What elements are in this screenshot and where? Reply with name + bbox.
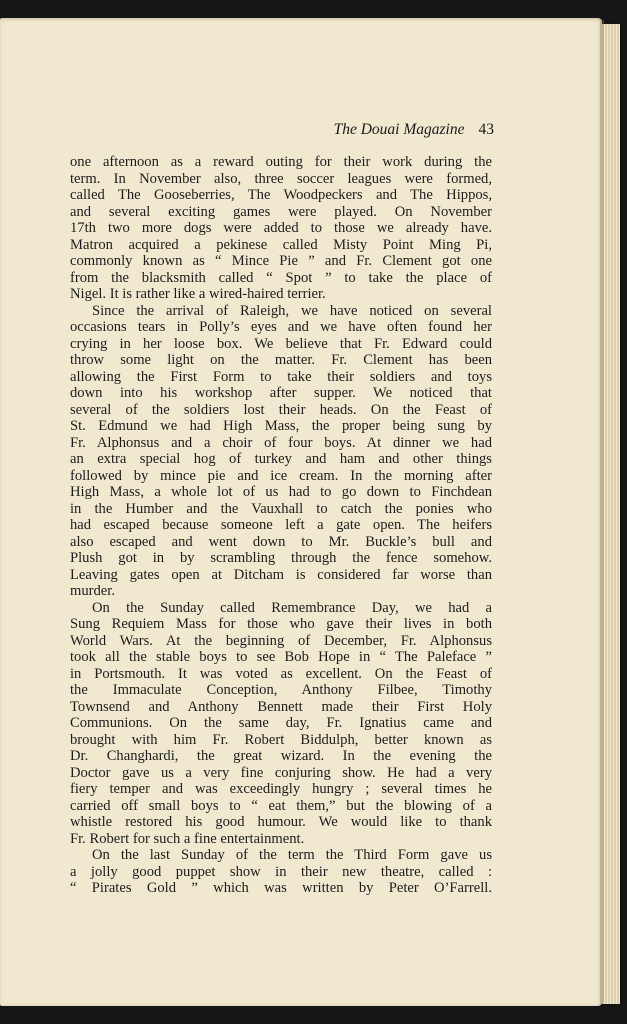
text-line: an extra special hog of turkey and ham and other things	[70, 451, 492, 467]
text-line: 17th two more dogs were added to those we already have.	[70, 220, 492, 236]
text-line: the Immaculate Conception, Anthony Filbee, Timothy	[70, 682, 492, 698]
text-line: Communions. On the same day, Fr. Ignatius came and	[70, 715, 492, 731]
page-number: 43	[478, 121, 494, 138]
text-line: Matron acquired a pekinese called Misty Point Ming Pi,	[70, 236, 492, 253]
text-line: On the last Sunday of the term the Third Form gave us	[92, 847, 492, 863]
text-line: Fr. Robert for such a fine entertainment.	[70, 830, 305, 847]
text-line: Doctor gave us a very fine conjuring show. He had a very	[70, 764, 492, 781]
text-line: term. In November also, three soccer leagues were formed,	[70, 170, 492, 187]
text-line: called The Gooseberries, The Woodpeckers and The Hippos,	[70, 187, 492, 203]
text-line: one afternoon as a reward outing for their work during the	[70, 154, 492, 170]
text-line: had escaped because someone left a gate open. The heifers	[70, 517, 492, 533]
text-line: murder.	[70, 583, 115, 599]
text-line: and several exciting games were played. On November	[70, 203, 492, 220]
text-line: Plush got in by scrambling through the fence somehow.	[70, 550, 492, 566]
text-line: occasions tears in Polly’s eyes and we have often found her	[70, 319, 492, 335]
text-line: in Portsmouth. It was voted as excellent. On the Feast of	[70, 665, 492, 682]
text-line: Sung Requiem Mass for those who gave their lives in both	[70, 616, 492, 632]
text-line: Since the arrival of Raleigh, we have noticed on several	[92, 302, 492, 319]
text-line: On the Sunday called Remembrance Day, we had a	[92, 599, 492, 616]
magazine-title: The Douai Magazine	[333, 121, 465, 138]
body-text	[70, 154, 492, 897]
text-line: throw some light on the matter. Fr. Clement has been	[70, 352, 492, 368]
text-line: also escaped and went down to Mr. Buckle’s bull and	[70, 533, 492, 550]
text-line: carried off small boys to “ eat them,” but the blowing of a	[70, 797, 492, 814]
text-line: brought with him Fr. Robert Biddulph, better known as	[70, 731, 492, 748]
text-line: commonly known as “ Mince Pie ” and Fr. Clement got one	[70, 253, 492, 269]
text-line: fiery temper and was exceedingly hungry ; several times he	[70, 781, 492, 797]
text-line: allowing the First Form to take their soldiers and toys	[70, 368, 492, 385]
text-line: crying in her loose box. We believe that Fr. Edward could	[70, 335, 492, 352]
text-line: took all the stable boys to see Bob Hope in “ The Paleface ”	[70, 649, 492, 665]
text-line: from the blacksmith called “ Spot ” to take the place of	[70, 269, 492, 286]
text-line: Leaving gates open at Ditcham is considered far worse than	[70, 566, 492, 583]
text-line: Dr. Changhardi, the great wizard. In the evening the	[70, 748, 492, 764]
text-line: High Mass, a whole lot of us had to go down to Finchdean	[70, 484, 492, 500]
text-line: “ Pirates Gold ” which was written by Peter O’Farrell.	[70, 880, 492, 896]
text-line: Nigel. It is rather like a wired-haired terrier.	[70, 286, 326, 302]
text-line: a jolly good puppet show in their new theatre, called :	[70, 863, 492, 880]
text-line: whistle restored his good humour. We would like to thank	[70, 814, 492, 830]
text-line: in the Humber and the Vauxhall to catch the ponies who	[70, 500, 492, 517]
text-line: Fr. Alphonsus and a choir of four boys. At dinner we had	[70, 434, 492, 451]
text-line: several of the soldiers lost their heads. On the Feast of	[70, 401, 492, 418]
running-head	[334, 121, 494, 139]
page-edge-shadow	[600, 20, 604, 1004]
text-line: down into his workshop after supper. We noticed that	[70, 385, 492, 401]
text-line: followed by mince pie and ice cream. In the morning after	[70, 467, 492, 484]
text-line: World Wars. At the beginning of December, Fr. Alphonsus	[70, 632, 492, 649]
text-line: Townsend and Anthony Bennett made their First Holy	[70, 698, 492, 715]
text-line: St. Edmund we had High Mass, the proper being sung by	[70, 418, 492, 434]
